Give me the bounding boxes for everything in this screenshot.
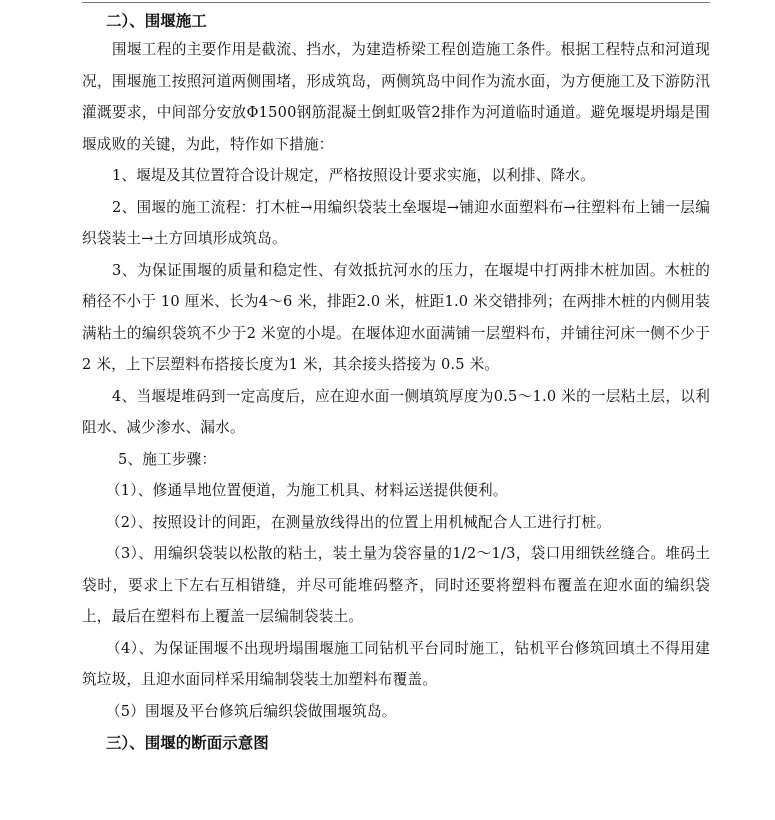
measure-3: 3、为保证围堰的质量和稳定性、有效抵抗河水的压力，在堰堤中打两排木桩加固。木桩的稍径不小于 10 厘米、长为4～6 米，排距2.0 米，桩距1.0 米交错排列；在两排木桩的内侧用装满粘土的编织袋筑不少于2 米宽的小堤。在堰体迎水面满铺一层塑料布，并铺往河床一侧不少于2 米，上下层塑料布搭接长度为1 米，其余接头搭接为 0.5 米。 xyxy=(82,261,710,373)
measure-2: 2、围堰的施工流程：打木桩→用编织袋装土垒堰堤→铺迎水面塑料布→往塑料布上铺一层编织袋装土→土方回填形成筑岛。 xyxy=(82,198,710,247)
measure-4: 4、当堰堤堆码到一定高度后，应在迎水面一侧填筑厚度为0.5～1.0 米的一层粘土层，以利阻水、减少渗水、漏水。 xyxy=(82,387,710,436)
step-3: （3）、用编织袋装以松散的粘土，装土量为袋容量的1/2～1/3，袋口用细铁丝缝合。堆码土袋时，要求上下左右互相错缝，并尽可能堆码整齐，同时还要将塑料布覆盖在迎水面的编织袋上，最后在塑料布上覆盖一层编制袋装土。 xyxy=(82,545,710,625)
step-4: （4）、为保证围堰不出现坍塌围堰施工同钻机平台同时施工，钻机平台修筑回填土不得用建筑垃圾，且迎水面同样采用编制袋装土加塑料布覆盖。 xyxy=(82,639,710,688)
intro-paragraph: 围堰工程的主要作用是截流、挡水，为建造桥梁工程创造施工条件。根据工程特点和河道现况，围堰施工按照河道两侧围堵，形成筑岛，两侧筑岛中间作为流水面，为方便施工及下游防汛灌溉要求，中间部分安放Φ1500钢筋混凝土倒虹吸管2排作为河道临时通道。避免堰堤坍塌是围堰成败的关键，为此，特作如下措施： xyxy=(82,41,710,153)
header-rule xyxy=(82,2,710,3)
step-1: （1）、修通旱地位置便道，为施工机具、材料运送提供便利。 xyxy=(106,482,508,499)
document-body xyxy=(82,8,710,759)
step-5: （5）围堰及平台修筑后编织袋做围堰筑岛。 xyxy=(106,702,397,720)
step-2: （2）、按照设计的间距，在测量放线得出的位置上用机械配合人工进行打桩。 xyxy=(106,513,612,531)
steps-heading: 5、施工步骤： xyxy=(118,450,217,468)
section-heading-cross-section-diagram: 三）、围堰的断面示意图 xyxy=(106,733,269,752)
measure-1: 1、堰堤及其位置符合设计规定，严格按照设计要求实施，以利排、降水。 xyxy=(112,167,595,184)
section-heading-cofferdam-construction: 二）、围堰施工 xyxy=(106,11,207,30)
